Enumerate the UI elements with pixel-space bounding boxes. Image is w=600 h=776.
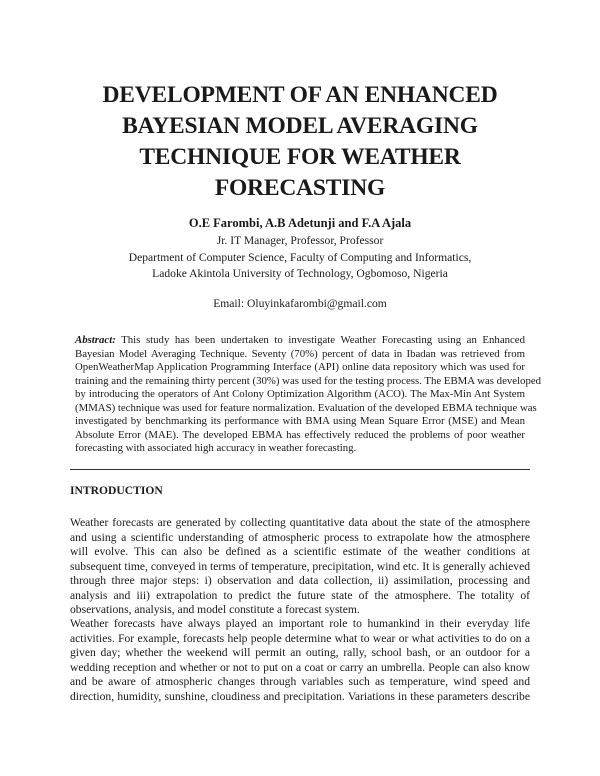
paragraph-line: given day; whether the weekend will permit an outing, rally, school bash, or an outdoor for a	[70, 646, 530, 659]
affiliation-line: Ladoke Akintola University of Technology, Ogbomoso, Nigeria	[152, 267, 448, 280]
abstract-line: Bayesian Model Averaging Technique. Seventy (70%) percent of data in Ibadan was retrieved from	[75, 347, 525, 360]
affiliation-line: Jr. IT Manager, Professor, Professor	[216, 234, 384, 247]
section-heading: INTRODUCTION	[70, 484, 163, 497]
paragraph-line: Weather forecasts have always played an important role to humankind in their everyday life	[70, 617, 530, 630]
abstract-line: (MMAS) technique was used for feature normalization. Evaluation of the developed EBMA technique was	[75, 401, 537, 414]
paragraph-line: observations, analysis, and model constitute a forecast system.	[70, 603, 360, 616]
paragraph-line: activities. For example, forecasts help people determine what to wear or what activities to do on a	[70, 631, 530, 645]
abstract-line: Absolute Error (MAE). The developed EBMA has effectively reduced the problems of poor weather	[75, 428, 525, 441]
title-line: TECHNIQUE FOR WEATHER	[139, 144, 461, 170]
paragraph-line: and be aware of atmospheric changes through variables such as temperature, wind speed and	[70, 675, 530, 688]
affiliation	[60, 233, 540, 283]
abstract-line: OpenWeatherMap Application Programming Interface (API) online data repository which was used for	[75, 361, 525, 373]
paragraph-line: analysis and iii) extrapolation to predict the future state of the atmosphere. The totality of	[70, 588, 530, 602]
paragraph-line: and using a scientific understanding of atmospheric process to extrapolate how the atmosphere	[70, 530, 530, 544]
abstract-line: training and the remaining thirty percent (30%) was used for the testing process. The EBMA was developed	[75, 374, 542, 387]
abstract	[75, 334, 542, 456]
abstract-label: Abstract:	[75, 334, 116, 346]
paragraph-line: subsequent time, conveyed in terms of temperature, precipitation, wind etc. It is generally achieved	[70, 559, 531, 573]
paper-title	[60, 80, 540, 204]
paragraph-line: Weather forecasts are generated by collecting quantitative data about the state of the atmosphere	[70, 516, 530, 529]
abstract-line: forecasting with associated high accuracy in weather forecasting.	[75, 442, 357, 454]
affiliation-line: Department of Computer Science, Faculty of Computing and Informatics,	[128, 250, 472, 264]
author-email: Email: Oluyinkafarombi@gmail.com	[213, 297, 387, 310]
paragraph-line: direction, humidity, sunshine, cloudiness and precipitation. Variations in these parameters describe	[70, 689, 530, 703]
abstract-text: This study has been undertaken to investigate Weather Forecasting using an Enhanced	[115, 334, 525, 346]
paragraph-line: wedding reception and whether or not to put on a coat or carry an umbrella. People can also know	[70, 660, 530, 674]
title-line: BAYESIAN MODEL AVERAGING	[122, 113, 478, 139]
section-divider	[70, 469, 530, 470]
abstract-line	[75, 334, 525, 348]
title-line: DEVELOPMENT OF AN ENHANCED	[102, 82, 498, 108]
body-paragraph	[70, 617, 530, 704]
title-line: FORECASTING	[214, 175, 386, 201]
body-paragraph	[70, 516, 530, 618]
abstract-line: by introducing the operators of Ant Colony Optimization Algorithm (ACO). The Max-Min Ant System	[75, 388, 525, 400]
paragraph-line: will evolve. This can also be defined as a scientific estimate of the weather conditions at	[70, 545, 530, 558]
paragraph-line: through three major steps: i) observation and data collection, ii) assimilation, processing and	[70, 574, 530, 587]
author-list: O.E Farombi, A.B Adetunji and F.A Ajala	[188, 216, 412, 230]
abstract-line: investigated by benchmarking its performance with BMA using Mean Square Error (MSE) and Mean	[75, 415, 525, 427]
